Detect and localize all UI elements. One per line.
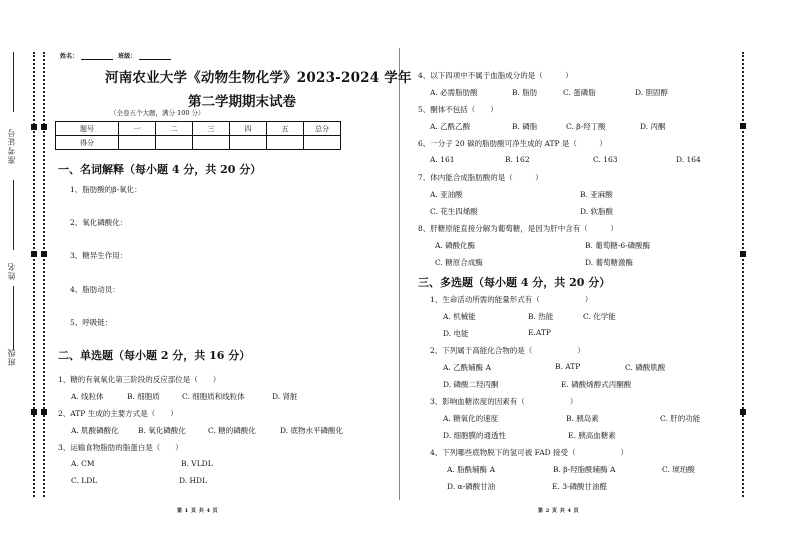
binding-marker	[740, 409, 746, 415]
option: C. 163	[593, 155, 618, 164]
option: D. 细胞膜的通透性	[443, 431, 507, 440]
question-stem: 1、生命活动所需的能量形式有（ ）	[430, 295, 593, 304]
row-label: 得分	[56, 136, 119, 150]
option: C. 琥珀酸	[662, 465, 695, 474]
option: C. 细胞质和线粒体	[182, 392, 245, 401]
option: D. 葡萄糖激酶	[585, 258, 634, 267]
score-cell	[193, 136, 230, 150]
binding-marker	[31, 124, 37, 130]
header-cell: 二	[156, 122, 193, 136]
question-stem: 4、以下四项中不属于血脂成分的是（ ）	[418, 71, 573, 80]
header-cell: 一	[119, 122, 156, 136]
term-item: 1、脂肪酸的β-氧化：	[70, 185, 142, 194]
student-name-label: 姓名	[7, 262, 16, 280]
option: D. 磷酸二羟丙酮	[443, 380, 499, 389]
option: E. 3-磷酸甘油醛	[552, 482, 608, 491]
score-table	[55, 121, 341, 150]
question-stem: 7、体内能合成脂肪酸的是（ ）	[418, 173, 543, 182]
cut-line-dotted	[742, 52, 744, 497]
option: A. 磷酸化酶	[435, 241, 476, 250]
option: B. 胰岛素	[566, 414, 599, 423]
option: A. 乙酰乙酸	[430, 122, 471, 131]
name-field-label: 姓名：	[60, 53, 79, 60]
binding-marker	[740, 123, 746, 129]
option: A. 机械能	[443, 312, 476, 321]
question-stem: 1、糖的有氧氧化第三阶段的反应部位是（ ）	[58, 375, 221, 384]
option: B. β-羟脂酰辅酶 A	[553, 465, 616, 474]
option: A. 线粒体	[71, 392, 104, 401]
top-fields	[60, 51, 174, 60]
question-stem: 5、酮体不包括（ ）	[418, 105, 498, 114]
option: C. 糖原合成酶	[435, 258, 483, 267]
binding-marker	[31, 251, 37, 257]
option: B. ATP	[555, 362, 581, 371]
option: D. 电能	[443, 329, 469, 338]
option: A. 亚油酸	[430, 190, 463, 199]
option: E. 磷酸烯醇式丙酮酸	[561, 380, 632, 389]
question-stem: 3、运输食物脂肪的脂蛋白是（ ）	[58, 443, 183, 452]
margin-line	[13, 52, 14, 112]
option: D. HDL	[179, 476, 208, 485]
option: A. CM	[71, 459, 95, 468]
binding-marker	[41, 409, 47, 415]
term-item: 5、呼吸链：	[70, 318, 113, 327]
question-stem: 6、一分子 20 碳的脂肪酸可净生成的 ATP 是（ ）	[418, 139, 607, 148]
option: B. 氧化磷酸化	[138, 426, 186, 435]
score-table-row	[56, 136, 341, 150]
section-3-title: 三、多选题（每小题 4 分，共 20 分）	[418, 276, 611, 289]
option: A. 乙酰辅酶 A	[443, 363, 491, 372]
option: B. VLDL	[181, 459, 213, 468]
margin-line	[13, 180, 14, 250]
option: B. 脂肪	[512, 88, 538, 97]
option: A. 糖氧化的速度	[443, 414, 499, 423]
option: C. 化学能	[583, 312, 616, 321]
class-field-label: 班级：	[118, 53, 137, 60]
question-stem: 4、下列哪些底物脱下的氢可被 FAD 接受（ ）	[430, 448, 629, 457]
score-table-header	[56, 122, 341, 136]
term-item: 2、氧化磷酸化：	[70, 218, 128, 227]
exam-number-label: 准考证号	[7, 128, 16, 164]
section-1-title: 一、名词解释（每小题 4 分，共 20 分）	[58, 163, 262, 176]
exam-note: （全卷五个大题，满分 100 分）	[110, 109, 205, 117]
term-item: 4、脂肪动员：	[70, 285, 120, 294]
page-footer: 第 2 页 共 4 页	[538, 508, 580, 514]
score-cell	[230, 136, 267, 150]
option: D. α-磷酸甘油	[447, 482, 496, 491]
option: D. 肾脏	[272, 392, 298, 401]
header-cell: 四	[230, 122, 267, 136]
question-stem: 3、影响血糖浓度的因素有（ ）	[430, 397, 578, 406]
option: A. 脂酰辅酶 A	[447, 465, 495, 474]
question-stem: 2、下列属于高能化合物的是（ ）	[430, 346, 585, 355]
option: C. 糖的磷酸化	[208, 426, 256, 435]
binding-marker	[740, 251, 746, 257]
option: B. 葡萄糖-6-磷酸酶	[585, 241, 651, 250]
option: C. 花生四烯酸	[430, 207, 478, 216]
exam-subtitle: 第二学期期末试卷	[188, 94, 296, 110]
option: D. 软脂酸	[580, 207, 614, 216]
class-label: 班级	[7, 348, 16, 366]
option: C. 磷酸肌酸	[625, 363, 666, 372]
option: B. 热能	[528, 312, 554, 321]
page-divider	[399, 48, 400, 500]
option: D. 丙酮	[640, 122, 666, 131]
option: C. β-羟丁酸	[566, 122, 606, 131]
score-cell	[267, 136, 304, 150]
cut-line-dotted	[33, 52, 35, 497]
question-stem: 8、肝糖原能直接分解为葡萄糖，是因为肝中含有（ ）	[418, 224, 618, 233]
option: A. 必需脂肪酸	[430, 88, 478, 97]
margin-line	[13, 286, 14, 350]
section-2-title: 二、单选题（每小题 2 分，共 16 分）	[58, 349, 251, 362]
option: A. 161	[430, 155, 455, 164]
header-cell: 三	[193, 122, 230, 136]
page-footer: 第 1 页 共 4 页	[177, 508, 219, 514]
option: D. 底物水平磷酸化	[280, 426, 344, 435]
option: B. 亚麻酸	[580, 190, 613, 199]
binding-marker	[31, 409, 37, 415]
score-cell	[119, 136, 156, 150]
option: C. LDL	[71, 476, 98, 485]
option: D. 164	[676, 155, 701, 164]
exam-title: 河南农业大学《动物生物化学》2023-2024 学年	[105, 70, 412, 86]
binding-marker	[41, 251, 47, 257]
term-item: 3、糖异生作用：	[70, 251, 128, 260]
header-cell: 题号	[56, 122, 119, 136]
cut-line-dotted	[43, 52, 45, 497]
option: C. 蛋磷脂	[563, 88, 596, 97]
header-cell: 五	[267, 122, 304, 136]
binding-marker	[41, 124, 47, 130]
option: C. 肝的功能	[660, 414, 701, 423]
option: B. 162	[505, 155, 530, 164]
question-stem: 2、ATP 生成的主要方式是（ ）	[58, 409, 178, 418]
option: E. 胰高血糖素	[568, 431, 616, 440]
option: B. 磷脂	[512, 122, 538, 131]
option: A. 肌酸磷酸化	[71, 426, 119, 435]
header-cell: 总分	[304, 122, 341, 136]
class-blank	[139, 53, 171, 60]
score-cell	[156, 136, 193, 150]
score-cell	[304, 136, 341, 150]
option: E.ATP	[528, 328, 551, 337]
option: B. 细胞质	[127, 392, 160, 401]
name-blank	[81, 53, 113, 60]
option: D. 胆固醇	[635, 88, 669, 97]
